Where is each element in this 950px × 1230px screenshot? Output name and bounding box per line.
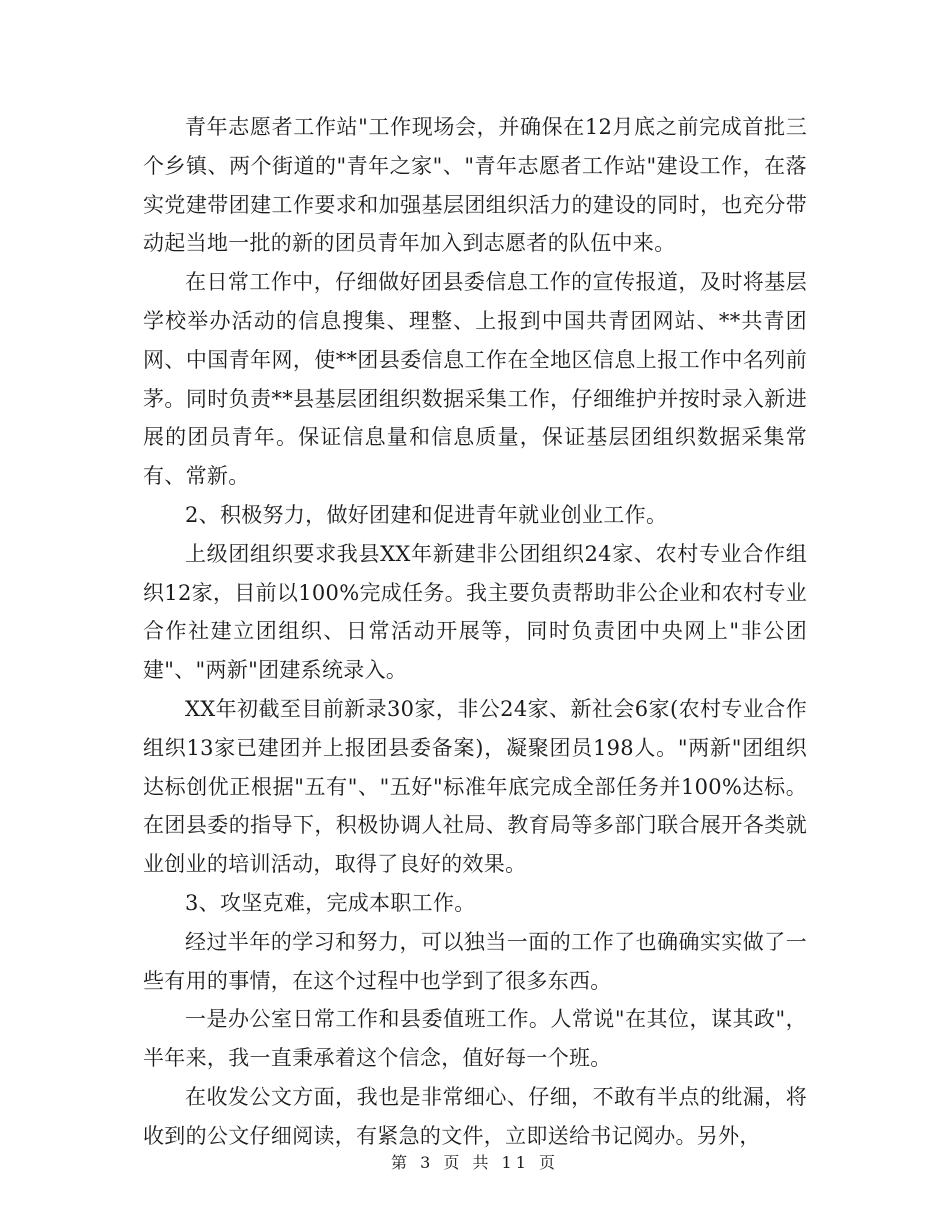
paragraph: 在收发公文方面，我也是非常细心、仔细，不敢有半点的纰漏，将收到的公文仔细阅读，有紧急的文件，立即送给书记阅办。另外，	[143, 1084, 807, 1148]
section-heading: 2、积极努力，做好团建和促进青年就业创业工作。	[185, 502, 668, 527]
page-number-footer: 第 3 页 共 11 页	[391, 1153, 559, 1172]
paragraph: 经过半年的学习和努力，可以独当一面的工作了也确确实实做了一些有用的事情，在这个过程中也学到了很多东西。	[143, 929, 807, 993]
paragraph: 一是办公室日常工作和县委值班工作。人常说"在其位，谋其政"，半年来，我一直秉承着这个信念，值好每一个班。	[143, 1007, 807, 1071]
paragraph: 上级团组织要求我县XX年新建非公团组织24家、农村专业合作组织12家，目前以100%完成任务。我主要负责帮助非公企业和农村专业合作社建立团组织、日常活动开展等，同时负责团中央网上"非公团建"、"两新"团建系统录入。	[143, 541, 807, 683]
document-body	[143, 108, 807, 1156]
paragraph: XX年初截至目前新录30家，非公24家、新社会6家(农村专业合作组织13家已建团并上报团县委备案)，凝聚团员198人。"两新"团组织达标创优正根据"五有"、"五好"标准年底完成全部任务并100%达标。在团县委的指导下，积极协调人社局、教育局等多部门联合展开各类就业创业的培训活动，取得了良好的效果。	[143, 696, 807, 877]
section-heading: 3、攻坚克难，完成本职工作。	[185, 890, 476, 915]
paragraph: 青年志愿者工作站"工作现场会，并确保在12月底之前完成首批三个乡镇、两个街道的"青年之家"、"青年志愿者工作站"建设工作，在落实党建带团建工作要求和加强基层团组织活力的建设的同时，也充分带动起当地一批的新的团员青年加入到志愿者的队伍中来。	[143, 115, 807, 256]
paragraph: 在日常工作中，仔细做好团县委信息工作的宣传报道，及时将基层学校举办活动的信息搜集、理整、上报到中国共青团网站、**共青团网、中国青年网，使**团县委信息工作在全地区信息上报工作中名列前茅。同时负责**县基层团组织数据采集工作，仔细维护并按时录入新进展的团员青年。保证信息量和信息质量，保证基层团组织数据采集常有、常新。	[143, 270, 807, 489]
